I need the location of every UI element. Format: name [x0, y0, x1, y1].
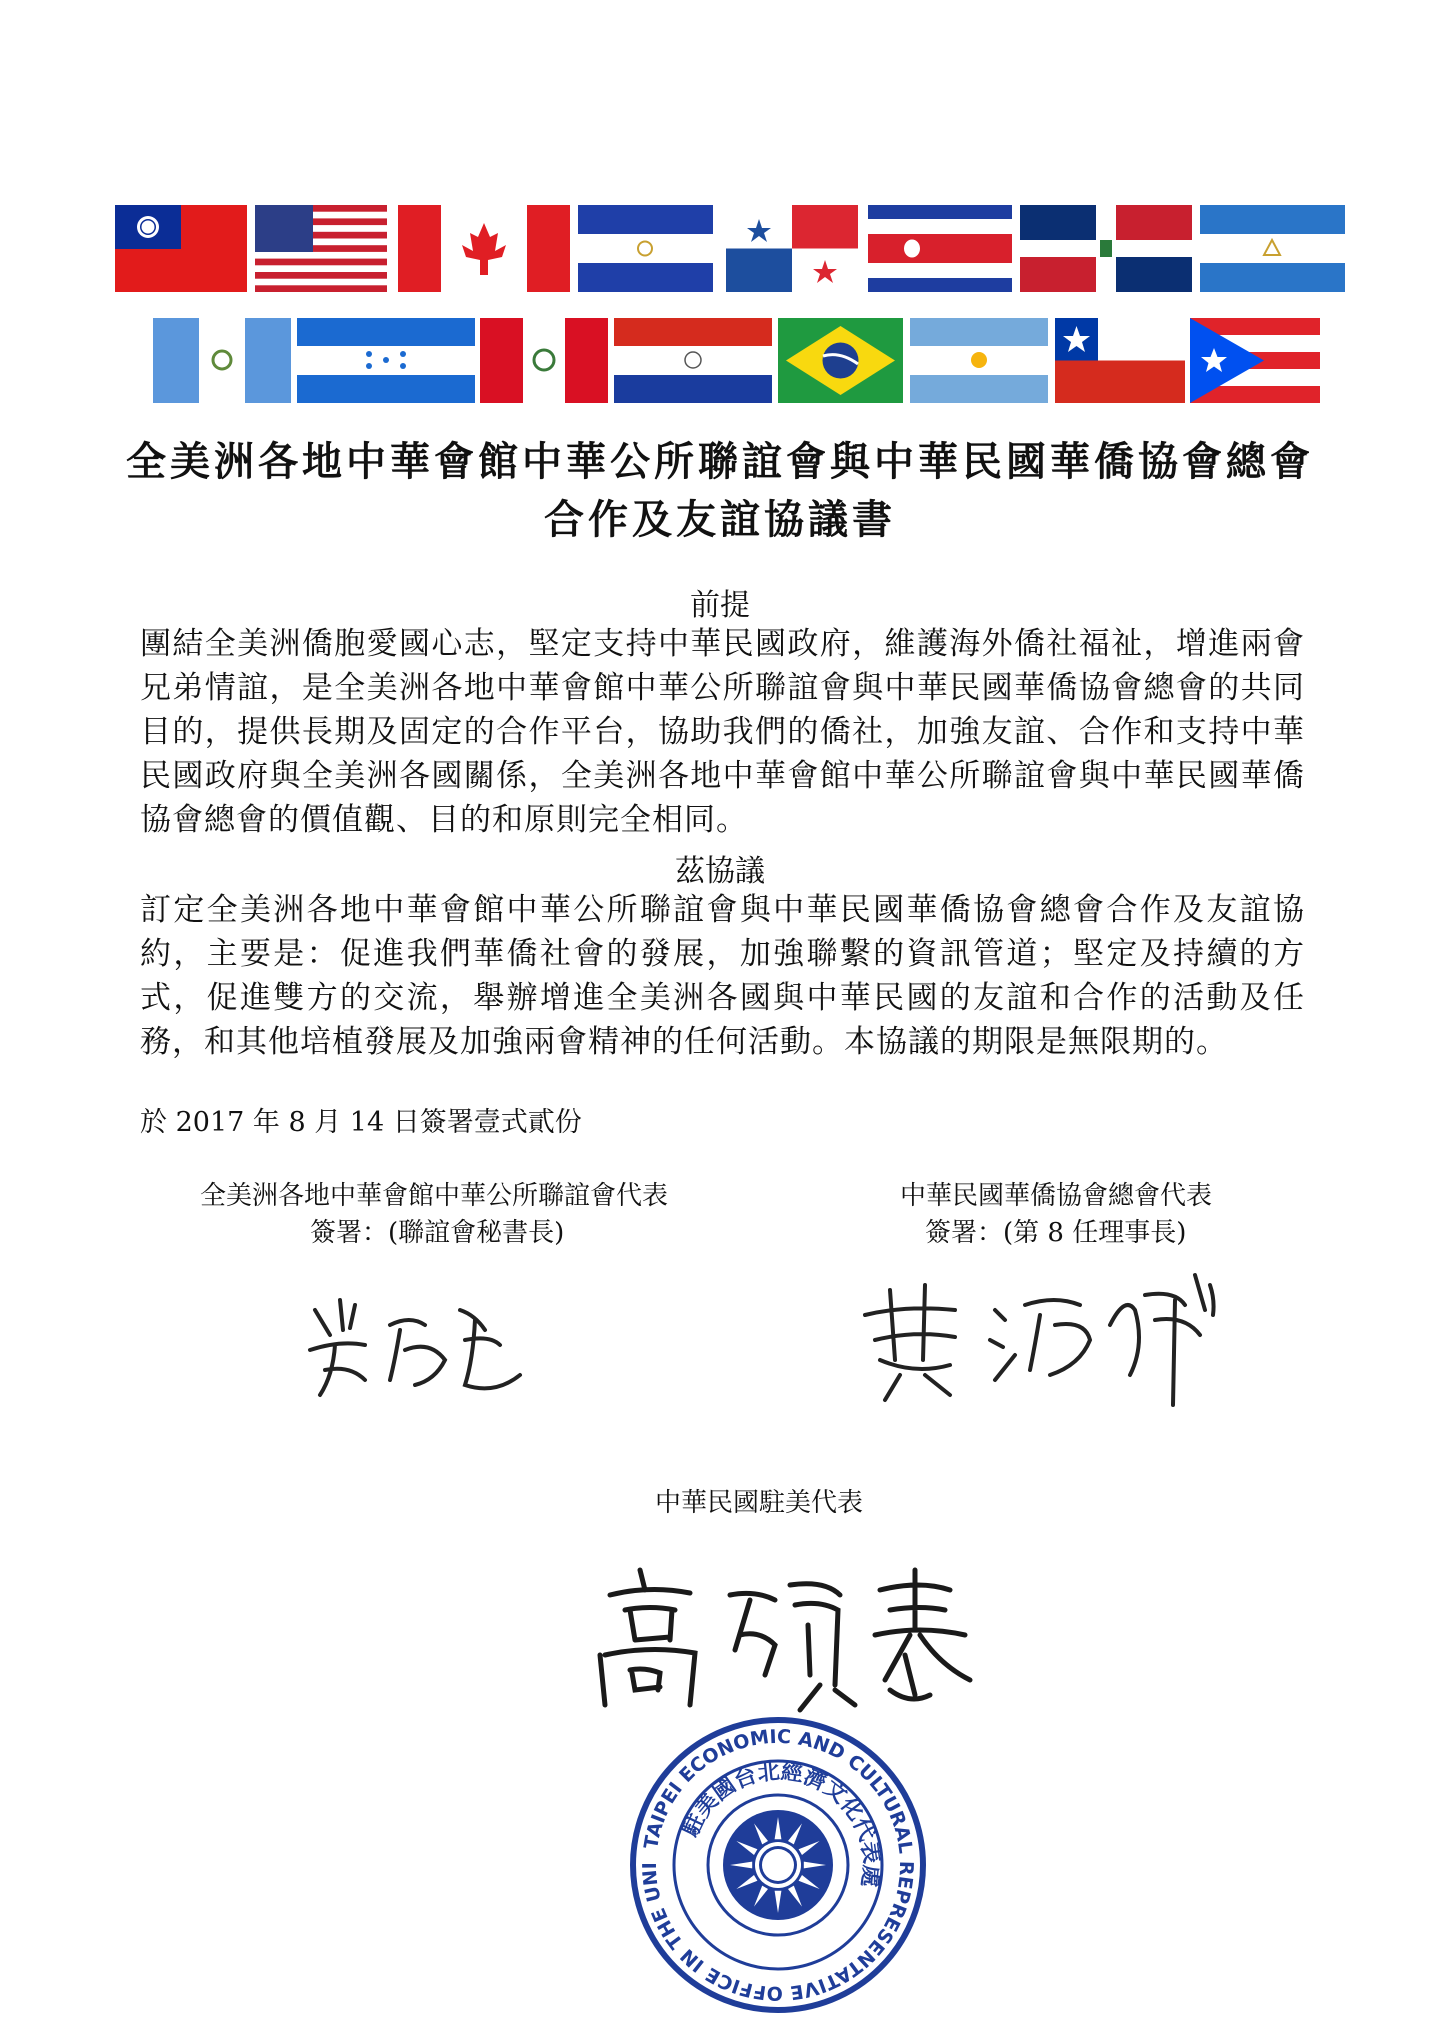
right-signature: [855, 1265, 1235, 1415]
right-signatory-org: 中華民國華僑協會總會代表: [900, 1181, 1213, 1211]
taiwan-flag: [115, 205, 247, 292]
panama-flag: [726, 205, 858, 292]
white-sun-emblem: [723, 1810, 833, 1920]
nicaragua-flag: [1200, 205, 1345, 292]
right-signatory-role: 簽署：(第 8 任理事長): [925, 1218, 1187, 1248]
argentina-flag: [910, 318, 1048, 403]
agreement-heading: 茲協議: [675, 854, 765, 889]
dominican-republic-flag: [1020, 205, 1192, 292]
left-signature: [295, 1280, 525, 1410]
premise-heading: 前提: [690, 588, 750, 623]
seal-outer-text: TAIPEI ECONOMIC AND CULTURAL REPRESENTATIVE OFFICE IN THE UNITED STATES: [620, 1698, 918, 2005]
bottom-signature: [580, 1555, 980, 1715]
canada-flag: [398, 205, 570, 292]
premise-paragraph: 團結全美洲僑胞愛國心志，堅定支持中華民國政府，維護海外僑社福祉，增進兩會兄弟情誼，是全美洲各地中華會館中華公所聯誼會與中華民國華僑協會總會的共同目的，提供長期及固定的合作平台，協助我們的僑社，加強友誼、合作和支持中華民國政府與全美洲各國關係，全美洲各地中華會館中華公所聯誼會與中華民國華僑協會總會的價值觀、目的和原則完全相同。: [140, 626, 1305, 838]
guatemala-flag: [153, 318, 291, 403]
honduras-flag: [297, 318, 475, 403]
document-title-line1: 全美洲各地中華會館中華公所聯誼會與中華民國華僑協會總會: [126, 438, 1314, 485]
el-salvador-flag: [578, 205, 713, 292]
costa-rica-flag: [868, 205, 1012, 292]
brazil-flag: [778, 318, 903, 403]
left-signatory-org: 全美洲各地中華會館中華公所聯誼會代表: [200, 1181, 669, 1211]
paraguay-flag: [614, 318, 772, 403]
seal-inner-text: 駐美國台北經濟文化代表處: [678, 1759, 884, 1889]
document-title-line2: 合作及友誼協議書: [544, 496, 896, 543]
chile-flag: [1055, 318, 1185, 403]
signing-date: 於 2017 年 8 月 14 日簽署壹式貳份: [140, 1107, 582, 1138]
puerto-rico-flag: [1190, 318, 1320, 403]
peru-flag: [480, 318, 608, 403]
left-signatory-role: 簽署：(聯誼會秘書長): [310, 1218, 565, 1248]
bottom-signatory-org: 中華民國駐美代表: [655, 1488, 864, 1518]
agreement-paragraph: 訂定全美洲各地中華會館中華公所聯誼會與中華民國華僑協會總會合作及友誼協約，主要是：促進我們華僑社會的發展，加強聯繫的資訊管道；堅定及持續的方式，促進雙方的交流，舉辦增進全美洲各國與中華民國的友誼和合作的活動及任務，和其他培植發展及加強兩會精神的任何活動。本協議的期限是無限期的。: [140, 892, 1305, 1060]
official-seal: [620, 1698, 928, 2015]
usa-flag: [255, 205, 387, 292]
